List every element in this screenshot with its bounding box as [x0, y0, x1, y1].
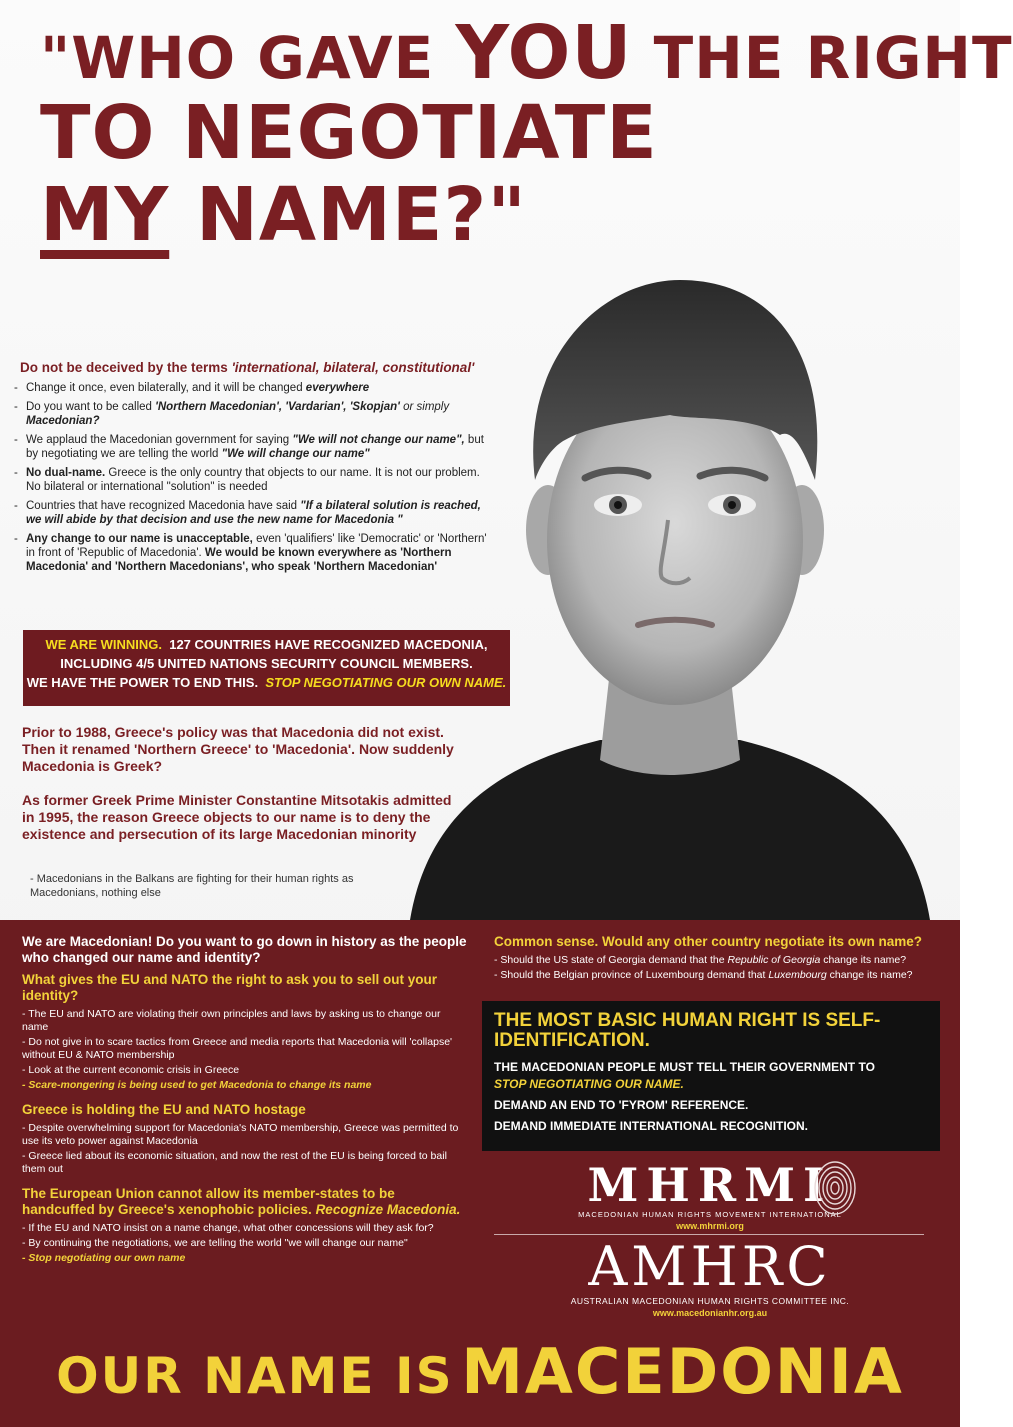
bullet-emph: "If a bilateral solution is reached, we will abide by that decision and use the new name for Macedonia "	[26, 500, 481, 526]
bullet-emph: Macedonian?	[26, 415, 100, 427]
amhrc-url[interactable]: www.macedonianhr.org.au	[652, 1308, 768, 1318]
deceived-lead	[20, 360, 490, 375]
list-item: - By continuing the negotiations, we are telling the world "we will change our name"	[22, 1237, 408, 1249]
list-item: - Change it once, even bilaterally, and it will be changed everywhere	[14, 382, 370, 394]
winning-line: 127 COUNTRIES HAVE RECOGNIZED MACEDONIA,	[169, 637, 488, 652]
list-item: - Despite overwhelming support for Macedonia's NATO membership, Greece was permitted to use its veto power against Macedonia	[22, 1122, 459, 1147]
box-emph: STOP NEGOTIATING OUR NAME.	[494, 1077, 684, 1091]
bullet-text: Do you want to be called	[26, 401, 156, 413]
hostage-list	[22, 1122, 467, 1176]
winning-label: WE ARE WINNING.	[45, 637, 162, 652]
list-item: - Greece lied about its economic situation, and now the rest of the EU is being forced to bail them out	[22, 1150, 447, 1175]
headline-word: THE RIGHT	[653, 24, 1013, 92]
amhrc-subtitle: AUSTRALIAN MACEDONIAN HUMAN RIGHTS COMMITTEE INC.	[570, 1296, 850, 1306]
bullet-text: We applaud the Macedonian government for saying	[26, 434, 293, 446]
headline-line-1	[40, 10, 1013, 96]
eu-union-heading	[22, 1186, 467, 1218]
list-item: - Do you want to be called 'Northern Macedonian', 'Vardarian', 'Skopjan' or simply Macedonian?	[14, 401, 450, 427]
eu-nato-list	[22, 1008, 467, 1092]
amhrc-name: AMHRC	[588, 1235, 832, 1298]
box-text: THE MACEDONIAN PEOPLE MUST TELL THEIR GOVERNMENT TO	[494, 1060, 875, 1074]
list-item	[494, 954, 944, 967]
bullet-emph: "We will not change our name",	[292, 434, 465, 446]
self-identification-line-3: DEMAND IMMEDIATE INTERNATIONAL RECOGNITION.	[494, 1119, 808, 1133]
list-item: - We applaud the Macedonian government for saying "We will not change our name", but by negotiating we are telling the world "We will change our name"	[14, 434, 484, 460]
right-column	[494, 934, 944, 992]
list-item	[494, 969, 944, 982]
eu-union-text: The European Union cannot allow its member-states to be handcuffed by Greece's xenophobic policies.	[22, 1186, 395, 1217]
winning-banner	[23, 630, 510, 706]
headline-my: MY	[40, 172, 170, 258]
mitsotakis-paragraph: As former Greek Prime Minister Constantine Mitsotakis admitted in 1995, the reason Greece objects to our name is to deny the existence and persecution of its large Macedonian minority	[22, 792, 452, 842]
amhrc-logo	[560, 1235, 860, 1318]
balkans-note: - Macedonians in the Balkans are fighting for their human rights as Macedonians, nothing else	[30, 873, 354, 899]
mhrmi-subtitle: MACEDONIAN HUMAN RIGHTS MOVEMENT INTERNATIONAL	[578, 1210, 842, 1219]
bullet-text: Countries that have recognized Macedonia have said	[26, 500, 301, 512]
winning-line: INCLUDING 4/5 UNITED NATIONS SECURITY COUNCIL MEMBERS.	[60, 656, 473, 671]
winning-line: WE HAVE THE POWER TO END THIS.	[26, 675, 259, 690]
bullet-text: change its name?	[820, 954, 907, 966]
bullet-text: or simply	[399, 401, 450, 413]
headline-word: NAME?"	[196, 172, 527, 258]
bullet-text: - Should the Belgian province of Luxembourg demand that	[494, 969, 769, 981]
list-item: - Any change to our name is unacceptable, even 'qualifiers' like 'Democratic' or 'Northern' in front of 'Republic of Macedonia'. We would be known everywhere as 'Northern Macedonia' and 'Northern Macedonians', who speak 'Northern Macedonian'	[14, 533, 487, 573]
bullet-text: Change it once, even bilaterally, and it will be changed	[26, 382, 306, 394]
macedonian-heading: We are Macedonian! Do you want to go down in history as the people who changed our name and identity?	[22, 934, 467, 965]
footer-macedonia: MACEDONIA	[461, 1335, 904, 1408]
bullet-text: Greece is the only country that objects to our name. It is not our problem. No bilateral or international "solution" is needed	[26, 467, 480, 493]
mhrmi-name: MHRMI	[587, 1158, 833, 1212]
bullet-text: - Should the US state of Georgia demand that the	[494, 954, 728, 966]
bullet-emph: Any change to our name is unacceptable,	[26, 533, 253, 545]
common-sense-heading: Common sense. Would any other country negotiate its own name?	[494, 934, 923, 949]
self-identification-box	[482, 1001, 940, 1151]
deceived-bullets	[14, 381, 490, 574]
bullet-emph: everywhere	[305, 382, 370, 394]
lead-prefix: Do not be deceived by the terms	[20, 360, 228, 375]
bullet-emph: 'Northern Macedonian', 'Vardarian', 'Skopjan'	[155, 401, 400, 413]
list-item: - Do not give in to scare tactics from Greece and media reports that Macedonia will 'collapse' without EU & NATO membership	[22, 1036, 453, 1061]
bullet-emph: Luxembourg	[768, 969, 827, 981]
headline-word: "WHO GAVE	[40, 24, 435, 92]
list-item: - No dual-name. Greece is the only country that objects to our name. It is not our problem. No bilateral or international "solution" is needed	[14, 467, 480, 493]
list-item: - Look at the current economic crisis in Greece	[22, 1064, 240, 1076]
history-paragraph: Prior to 1988, Greece's policy was that Macedonia did not exist. Then it renamed 'Northern Greece' to 'Macedonia'. Now suddenly Macedonia is Greek?	[22, 724, 454, 774]
list-item: - If the EU and NATO insist on a name change, what other concessions will they ask for?	[22, 1222, 434, 1234]
bullet-text: but by negotiating we are telling the world	[26, 434, 484, 460]
bullet-emph: We would be known everywhere as 'Northern Macedonia' and 'Northern Macedonians', who speak 'Northern Macedonian'	[26, 547, 452, 573]
hostage-heading: Greece is holding the EU and NATO hostage	[22, 1102, 306, 1117]
self-identification-title: THE MOST BASIC HUMAN RIGHT IS SELF-IDENTIFICATION.	[494, 1010, 881, 1051]
bullet-text: change its name?	[826, 969, 913, 981]
bullet-emph: Republic of Georgia	[727, 954, 821, 966]
winning-stop: STOP NEGOTIATING OUR OWN NAME.	[265, 675, 507, 690]
left-column	[22, 934, 467, 1275]
common-sense-list	[494, 954, 944, 982]
bullet-text: even 'qualifiers' like 'Democratic' or 'Northern' in front of 'Republic of Macedonia'.	[26, 533, 487, 559]
list-item: - Countries that have recognized Macedonia have said "If a bilateral solution is reached, we will abide by that decision and use the new name for Macedonia "	[14, 500, 481, 526]
bullet-emph: "We will change our name"	[221, 448, 370, 460]
list-item: - Scare-mongering is being used to get Macedonia to change its name	[22, 1079, 372, 1091]
footer-our-name: OUR NAME IS	[56, 1347, 454, 1405]
headline	[40, 10, 1013, 258]
mhrmi-url[interactable]: www.mhrmi.org	[676, 1221, 744, 1231]
fingerprint-icon	[810, 1158, 860, 1218]
eu-nato-heading: What gives the EU and NATO the right to ask you to sell out your identity?	[22, 972, 438, 1003]
self-identification-line-1	[494, 1059, 928, 1093]
list-item: - Stop negotiating our own name	[22, 1252, 186, 1264]
headline-you: YOU	[455, 10, 633, 96]
self-identification-line-2: DEMAND AN END TO 'FYROM' REFERENCE.	[494, 1098, 749, 1112]
upper-text-column	[14, 360, 490, 579]
bullet-emph: No dual-name.	[26, 467, 106, 479]
eu-union-list	[22, 1222, 467, 1265]
list-item: - The EU and NATO are violating their own principles and laws by asking us to change our name	[22, 1008, 441, 1033]
lead-terms: 'international, bilateral, constitutional'	[231, 360, 475, 375]
footer-slogan	[0, 1335, 960, 1408]
headline-line-2: TO NEGOTIATE	[40, 90, 658, 176]
recognize-text: Recognize Macedonia.	[315, 1202, 461, 1217]
